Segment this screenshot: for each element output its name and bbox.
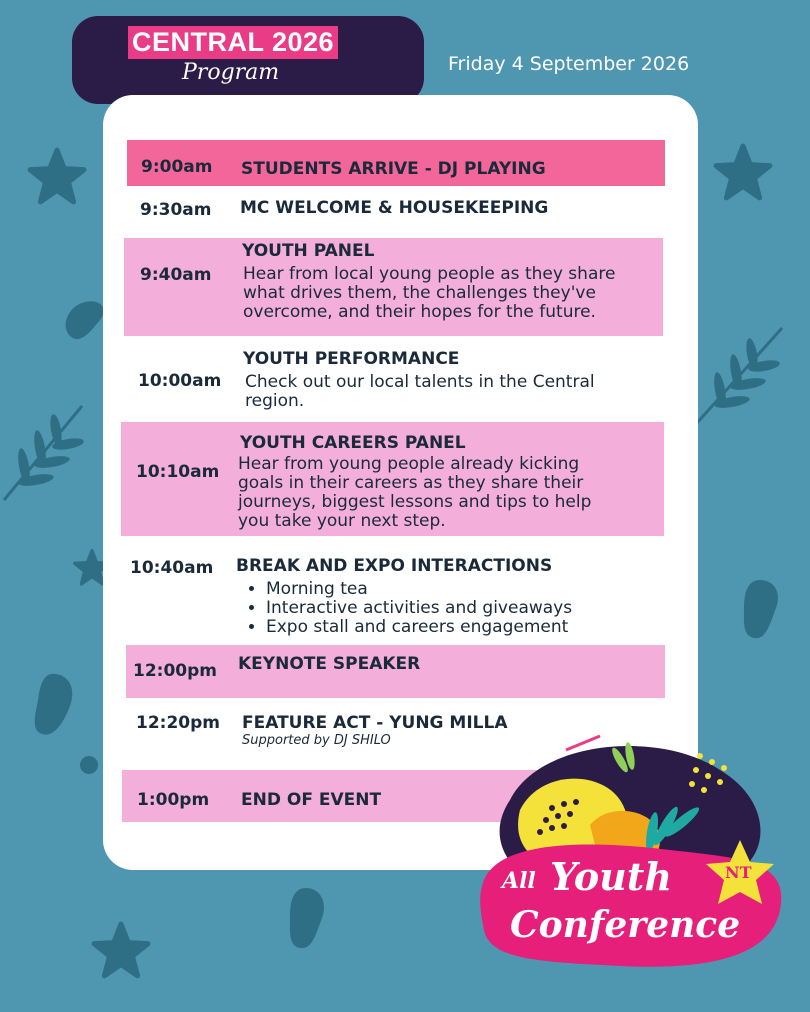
schedule-row — [127, 140, 665, 186]
leaf-decoration-icon — [690, 320, 790, 430]
row-description: you take your next step. — [238, 511, 446, 531]
logo-word-youth: Youth — [550, 854, 672, 899]
star-decoration-icon — [712, 142, 774, 204]
row-heading: YOUTH PERFORMANCE — [243, 349, 460, 369]
row-note: Supported by DJ SHILO — [242, 733, 391, 748]
row-heading: MC WELCOME & HOUSEKEEPING — [240, 198, 549, 218]
row-time: 9:40am — [140, 265, 212, 285]
bullet-item: • Morning tea — [266, 580, 572, 599]
logo-badge-nt: NT — [725, 863, 752, 882]
blob-decoration-icon — [284, 886, 330, 952]
row-time: 10:40am — [130, 558, 214, 578]
event-subtitle: Program — [182, 60, 280, 85]
row-heading: FEATURE ACT - YUNG MILLA — [242, 713, 508, 733]
schedule-row — [127, 190, 665, 230]
schedule-row — [124, 238, 663, 336]
row-time: 9:00am — [141, 157, 213, 177]
star-decoration-icon — [26, 146, 88, 208]
row-bullet-list — [236, 580, 572, 637]
row-description: journeys, biggest lessons and tips to help — [238, 492, 592, 512]
dot-decoration-icon — [78, 754, 100, 776]
row-description: Hear from young people already kicking — [238, 454, 580, 474]
schedule-row — [121, 422, 664, 536]
row-heading: YOUTH PANEL — [242, 241, 375, 261]
event-date: Friday 4 September 2026 — [448, 53, 690, 75]
row-heading: STUDENTS ARRIVE - DJ PLAYING — [241, 159, 546, 179]
all-youth-conference-logo — [470, 730, 790, 990]
schedule-row — [121, 546, 664, 642]
bullet-item: • Expo stall and careers engagement — [266, 618, 572, 637]
bullet-item: • Interactive activities and giveaways — [266, 599, 572, 618]
blob-decoration-icon — [738, 578, 782, 642]
row-time: 9:30am — [140, 200, 212, 220]
row-description: Check out our local talents in the Central — [245, 372, 595, 392]
schedule-row — [126, 645, 665, 698]
row-heading: END OF EVENT — [241, 790, 382, 810]
row-description: region. — [245, 391, 305, 411]
row-description: what drives them, the challenges they've — [243, 283, 596, 303]
logo-word-all: All — [502, 868, 536, 894]
event-title: CENTRAL 2026 — [128, 26, 338, 59]
row-heading: BREAK AND EXPO INTERACTIONS — [236, 556, 553, 576]
row-heading: YOUTH CAREERS PANEL — [240, 433, 466, 453]
row-time: 1:00pm — [137, 790, 210, 810]
row-description: overcome, and their hopes for the future. — [243, 302, 596, 322]
blob-decoration-icon — [30, 672, 78, 738]
row-time: 12:20pm — [136, 713, 220, 733]
row-description: goals in their careers as they share their — [238, 473, 584, 493]
star-decoration-icon — [90, 920, 152, 982]
schedule-row — [124, 342, 663, 416]
leaf-decoration-icon — [0, 396, 90, 506]
row-time: 12:00pm — [133, 661, 217, 681]
row-time: 10:10am — [136, 462, 220, 482]
logo-word-conference: Conference — [510, 904, 741, 946]
row-heading: KEYNOTE SPEAKER — [238, 654, 421, 674]
program-header — [72, 16, 424, 104]
row-time: 10:00am — [138, 371, 222, 391]
row-description: Hear from local young people as they share — [243, 264, 616, 284]
